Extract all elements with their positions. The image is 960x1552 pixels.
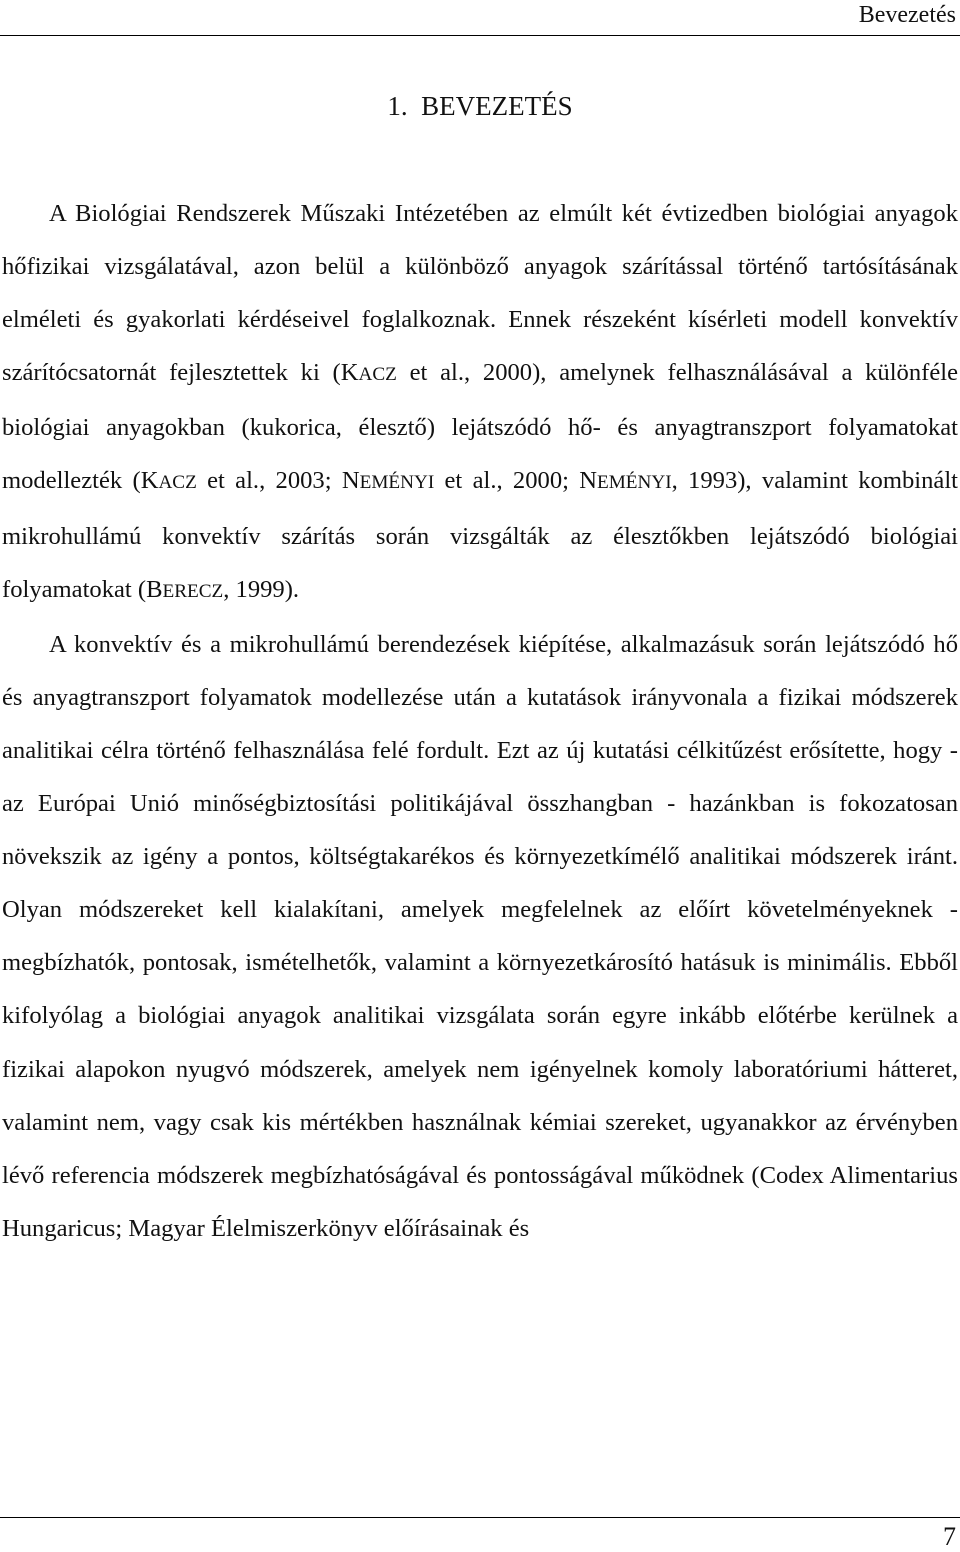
text-run: A Biológiai Rendszerek Műszaki Intézetében az elmúlt két évtizedben biológiai anyagok hőfizikai vizsgálatával, azon belül a különböző anyagok szárítással történő tartósításának elméleti és gyakorlati kérdéseivel foglalkoznak. Ennek részeként kísérleti modell konvektív szárítócsatornát fejlesztettek ki ( — [2, 200, 958, 387]
author-initial: N — [579, 467, 598, 495]
page-number: 7 — [943, 1522, 956, 1551]
page-header — [0, 0, 960, 36]
author-initial: K — [340, 359, 359, 387]
author-smallcaps: ACZ — [358, 364, 397, 386]
author-smallcaps: EMÉNYI — [597, 472, 672, 494]
section-number: 1. — [387, 91, 408, 121]
section-title — [0, 86, 960, 126]
author-initial: N — [341, 467, 360, 495]
text-run: et al., 2003; — [196, 467, 342, 495]
author-smallcaps: ACZ — [158, 472, 197, 494]
text-run: et al., 2000), amelynek felhasználásával a különféle biológiai anyagokban (kukorica, élesztő) lejátszódó hő- és anyagtranszport folyamatokat modellezték ( — [2, 359, 958, 495]
header-rule — [0, 35, 960, 36]
text-run: , 1999). — [223, 575, 300, 603]
author-smallcaps: ERECZ — [162, 580, 224, 602]
paragraph-1 — [2, 187, 958, 618]
paragraph-2: A konvektív és a mikrohullámú berendezések kiépítése, alkalmazásuk során lejátszódó hő és anyagtranszport folyamatok modellezése után a kutatások irányvonala a fizikai módszerek analitikai célra történő felhasználása felé fordult. Ezt az új kutatási célkitűzést erősítette, hogy - az Európai Unió minőségbiztosítási politikájával összhangban - hazánkban is fokozatosan növekszik az igény a pontos, költségtakarékos és környezetkímélő analitikai módszerek iránt. Olyan módszereket kell kialakítani, amelyek megfelelnek az előírt követelményeknek - megbízhatók, pontosak, ismételhetők, valamint a környezetkárosító hatásuk is minimális. Ebből kifolyólag a biológiai anyagok analitikai vizsgálata során egyre inkább előtérbe kerülnek a fizikai alapokon nyugvó módszerek, amelyek nem igényelnek komoly laboratóriumi hátteret, valamint nem, vagy csak kis mértékben használnak kémiai szereket, ugyanakkor az érvényben lévő referencia módszerek megbízhatóságával és pontosságával működnek (Codex Alimentarius Hungaricus; Magyar Élelmiszerkönyv előírásainak és — [2, 630, 958, 1242]
running-head: Bevezetés — [858, 2, 956, 28]
text-run: et al., 2000; — [434, 467, 580, 495]
text-run: , 1993), valamint kombinált mikrohullámú konvektív szárítás során vizsgálták az élesztőkben lejátszódó biológiai folyamatokat ( — [2, 467, 958, 603]
author-initial: B — [146, 575, 163, 603]
author-initial: K — [140, 467, 159, 495]
footer-rule — [0, 1517, 960, 1518]
section-title-text: BEVEZETÉS — [421, 91, 573, 121]
author-smallcaps: EMÉNYI — [359, 472, 435, 494]
body-text — [2, 187, 958, 1255]
